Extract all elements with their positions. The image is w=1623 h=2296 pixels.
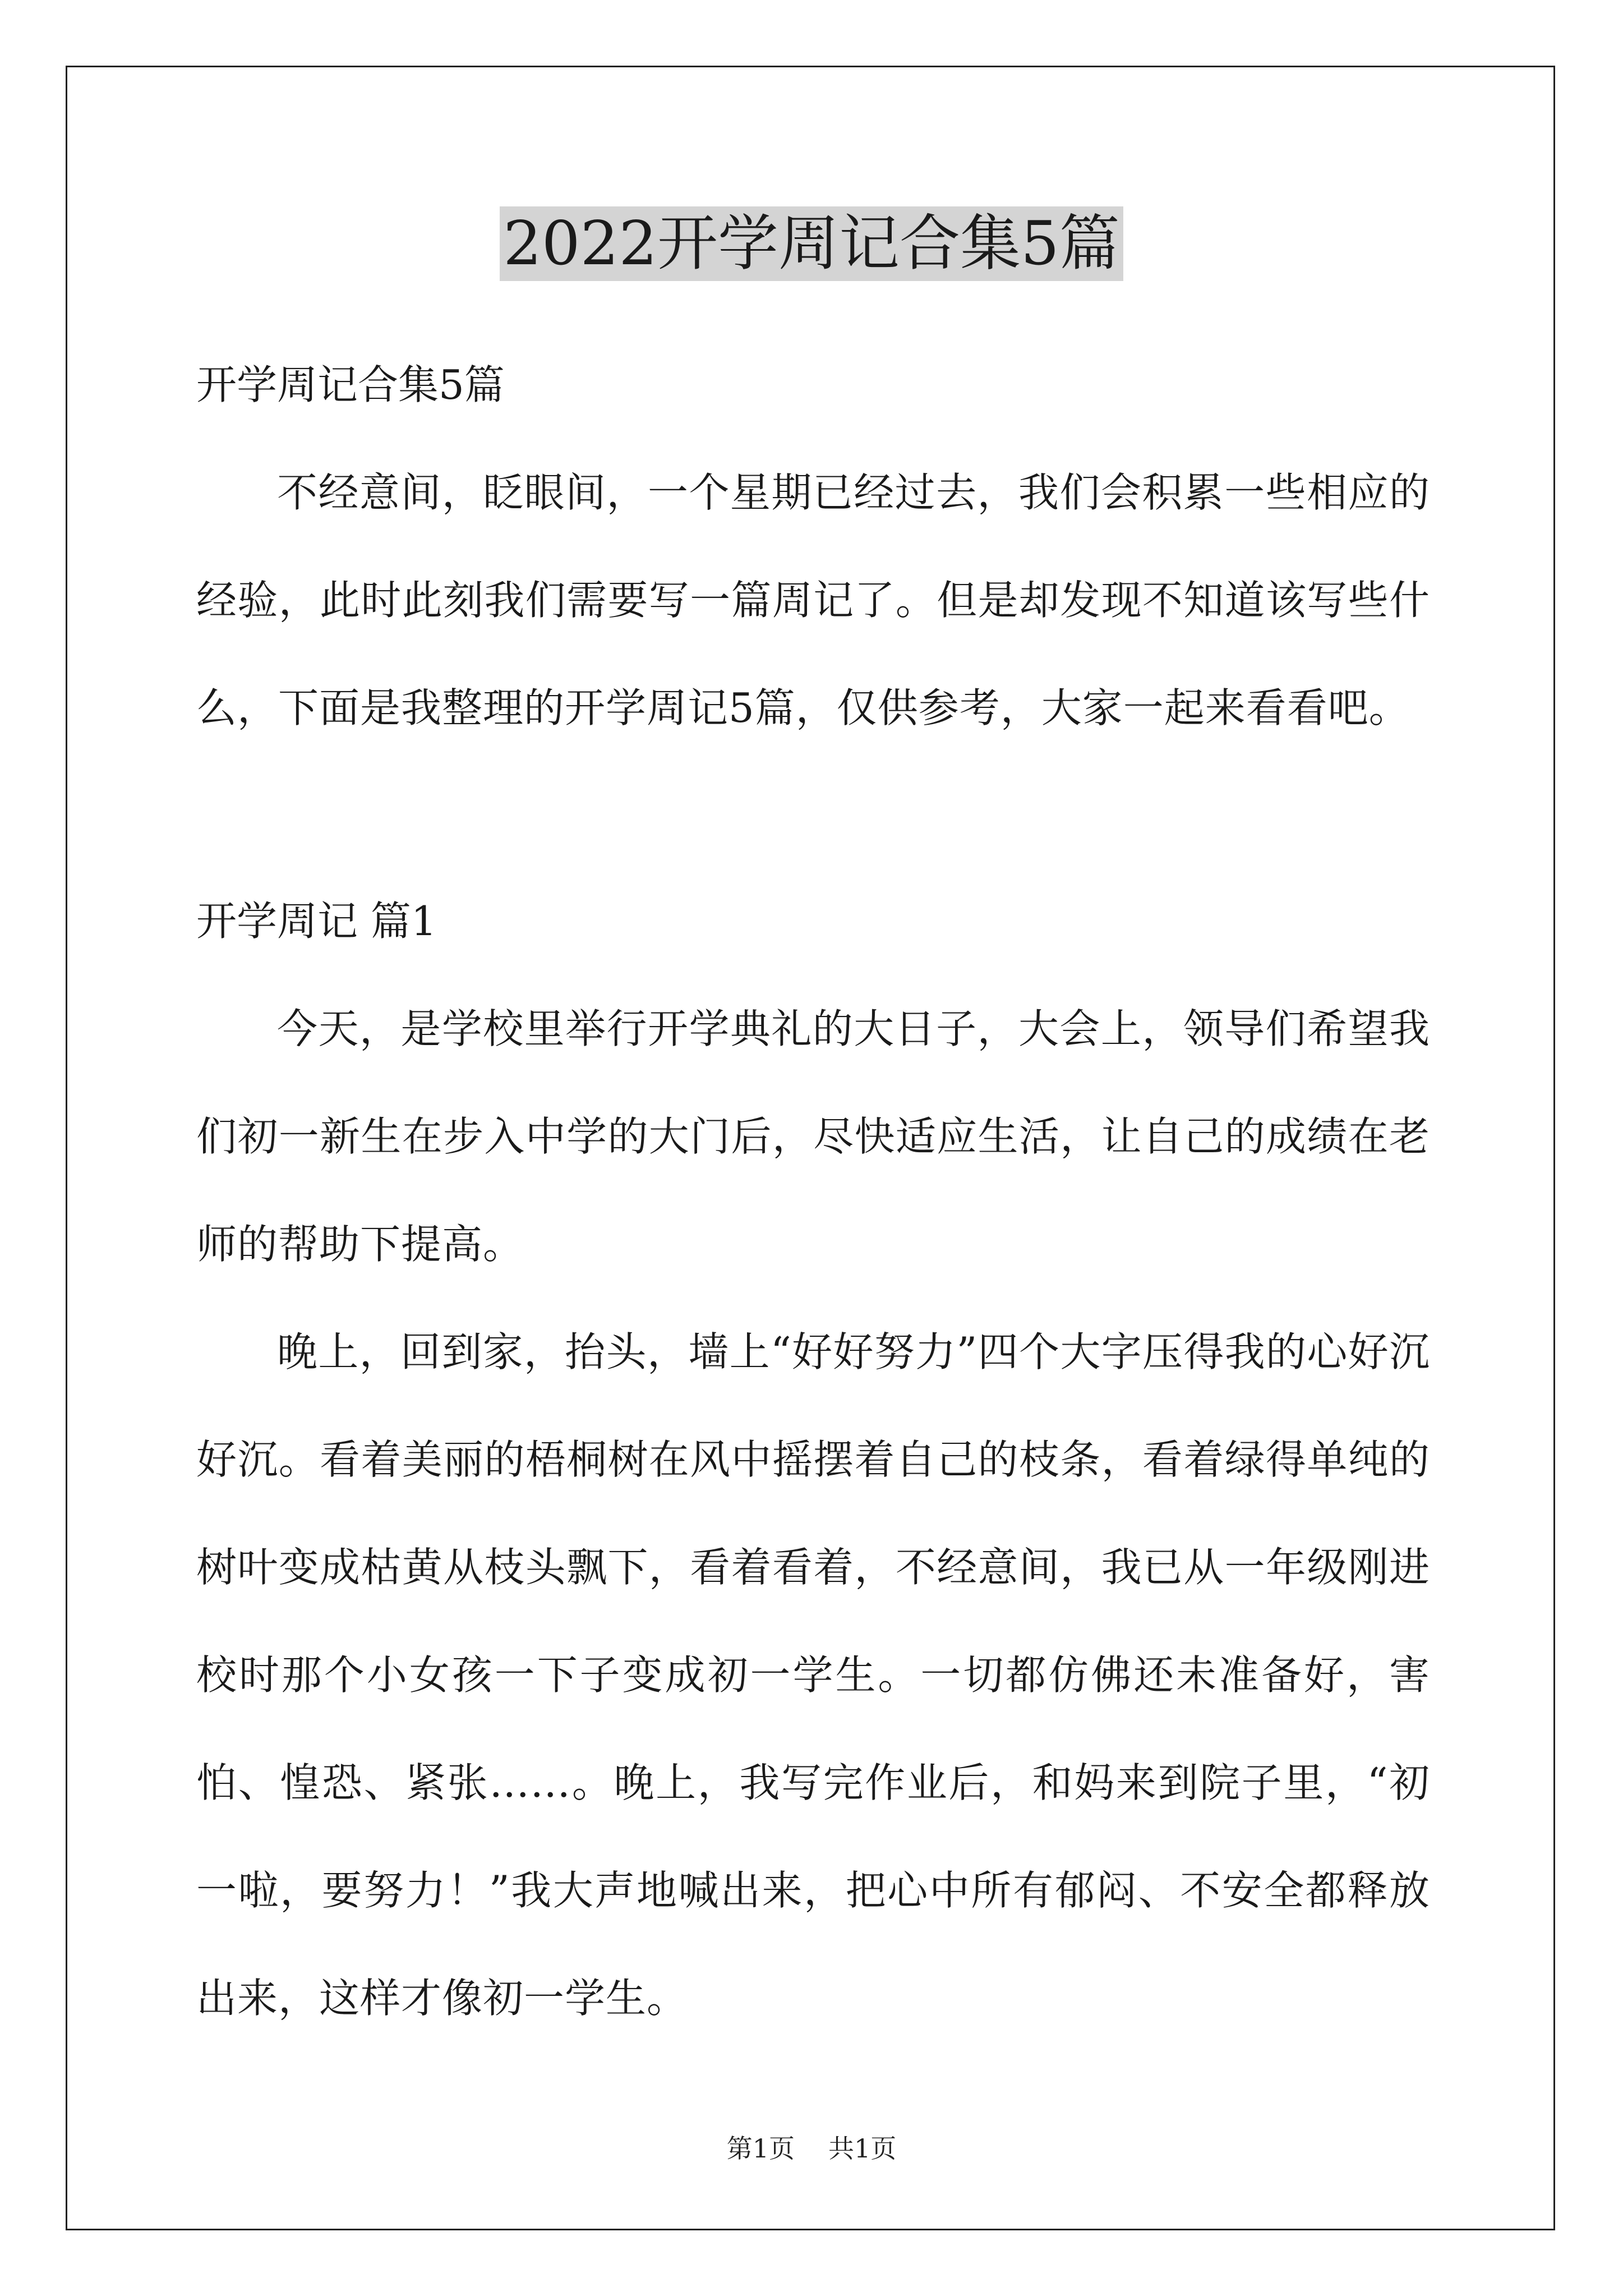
page-number-total: 共1页 <box>828 2133 897 2164</box>
page-number-current: 第1页 <box>726 2133 795 2164</box>
intro-paragraph: 不经意间，眨眼间，一个星期已经过去，我们会积累一些相应的经验，此时此刻我们需要写一篇周记了。但是却发现不知道该写些什么，下面是我整理的开学周记5篇，仅供参考，大家一起来看看吧。 <box>196 469 1430 731</box>
page-footer <box>0 2132 1623 2165</box>
body-paragraph-1: 今天，是学校里举行开学典礼的大日子，大会上，领导们希望我们初一新生在步入中学的大门后，尽快适应生活，让自己的成绩在老师的帮助下提高。 <box>196 1005 1430 1268</box>
document-body <box>196 331 1430 2052</box>
document-title-text: 2022开学周记合集5篇 <box>500 206 1123 281</box>
document-subtitle: 开学周记合集5篇 <box>196 361 505 408</box>
document-title <box>0 202 1623 286</box>
section-heading: 开学周记 篇1 <box>196 898 437 945</box>
body-paragraph-2: 晚上，回到家，抬头，墙上“好好努力”四个大字压得我的心好沉好沉。看着美丽的梧桐树在风中摇摆着自己的枝条，看着绿得单纯的树叶变成枯黄从枝头飘下，看着看着，不经意间，我已从一年级刚进校时那个小女孩一下子变成初一学生。一切都仿佛还未准备好，害怕、惶恐、紧张……。晚上，我写完作业后，和妈来到院子里，“初一啦，要努力！”我大声地喊出来，把心中所有郁闷、不安全都释放出来，这样才像初一学生。 <box>196 1328 1430 2022</box>
